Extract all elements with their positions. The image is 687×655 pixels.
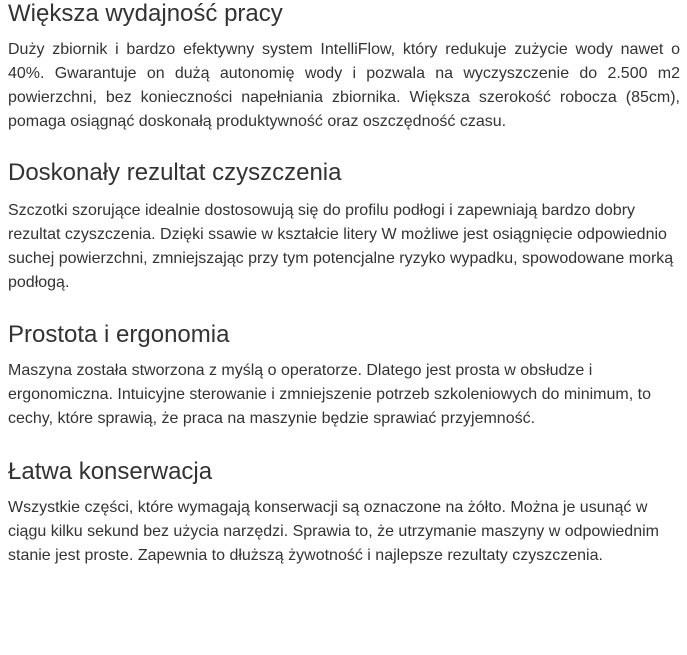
product-features <box>8 0 680 568</box>
section-body: Szczotki szorujące idealnie dostosowują się do profilu podłogi i zapewniają bardzo dobry rezultat czyszczenia. Dzięki ssawie w kształcie litery W możliwe jest osiągnięcie odpowiednio suchej powierzchni, zmniejszając przy tym potencjalne ryzyko wypadku, spowodowane morką podłogą. <box>8 202 674 291</box>
section-body: Duży zbiornik i bardzo efektywny system IntelliFlow, który redukuje zużycie wody nawet o 40%. Gwarantuje on dużą autonomię wody i pozwala na wyczyszczenie do 2.500 m2 powierzchni, bez konieczności napełniania zbiornika. Większa szerokość robocza (85cm), pomaga osiągnąć doskonałą produktywność oraz oszczędność czasu. <box>8 41 680 130</box>
feature-section-ergonomics <box>8 321 680 431</box>
section-body: Wszystkie części, które wymagają konserwacji są oznaczone na żółto. Można je usunąć w ciągu kilku sekund bez użycia narzędzi. Sprawia to, że utrzymanie maszyny w odpowiednim stanie jest proste. Zapewnia to dłuższą żywotność i najlepsze rezultaty czyszczenia. <box>8 499 659 564</box>
section-body: Maszyna została stworzona z myślą o operatorze. Dlatego jest prosta w obsłudze i ergonomiczna. Intuicyjne sterowanie i zmniejszenie potrzeb szkoleniowych do minimum, to cechy, które sprawią, że praca na maszynie będzie sprawiać przyjemność. <box>8 362 651 427</box>
section-heading: Doskonały rezultat czyszczenia <box>8 159 342 186</box>
feature-section-cleaning-result <box>8 159 680 295</box>
section-heading: Większa wydajność pracy <box>8 0 283 27</box>
feature-section-performance <box>8 0 680 134</box>
feature-section-maintenance <box>8 458 680 568</box>
section-heading: Łatwa konserwacja <box>8 458 213 485</box>
section-heading: Prostota i ergonomia <box>8 321 230 348</box>
